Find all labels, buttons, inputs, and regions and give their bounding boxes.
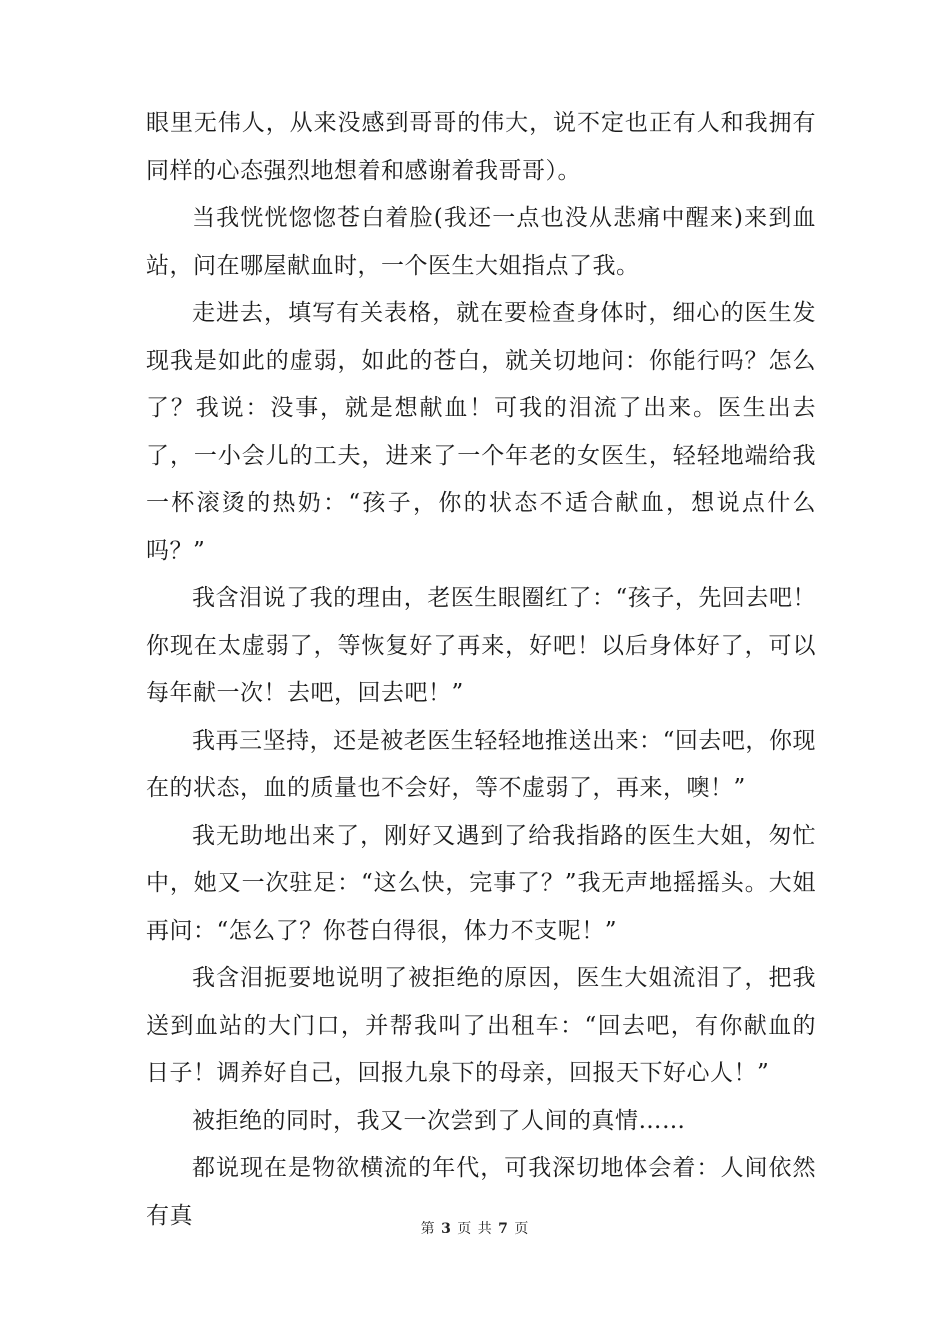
paragraph: 都说现在是物欲横流的年代，可我深切地体会着：人间依然有真 <box>146 1155 816 1229</box>
page-footer <box>0 1218 950 1238</box>
document-body <box>146 100 816 1240</box>
paragraph: 眼里无伟人，从来没感到哥哥的伟大，说不定也正有人和我拥有同样的心态强烈地想着和感谢着我哥哥）。 <box>146 110 816 184</box>
total-pages-number: 7 <box>498 1221 509 1237</box>
footer-suffix: 页 <box>514 1221 530 1237</box>
paragraph: 我含泪扼要地说明了被拒绝的原因，医生大姐流泪了，把我送到血站的大门口，并帮我叫了出租车：“回去吧，有你献血的日子！调养好自己，回报九泉下的母亲，回报天下好心人！” <box>146 965 816 1086</box>
current-page-number: 3 <box>441 1221 452 1237</box>
paragraph: 我再三坚持，还是被老医生轻轻地推送出来：“回去吧，你现在的状态，血的质量也不会好，等不虚弱了，再来，噢！” <box>146 727 816 801</box>
footer-middle: 页 共 <box>457 1221 493 1237</box>
footer-prefix: 第 <box>420 1221 436 1237</box>
paragraph: 我含泪说了我的理由，老医生眼圈红了：“孩子，先回去吧！你现在太虚弱了，等恢复好了再来，好吧！以后身体好了，可以每年献一次！去吧，回去吧！” <box>146 585 816 706</box>
paragraph: 我无助地出来了，刚好又遇到了给我指路的医生大姐，匆忙中，她又一次驻足：“这么快，完事了？”我无声地摇摇头。大姐再问：“怎么了？你苍白得很，体力不支呢！” <box>146 822 816 944</box>
paragraph: 走进去，填写有关表格，就在要检查身体时，细心的医生发现我是如此的虚弱，如此的苍白，就关切地问：你能行吗？怎么了？我说：没事，就是想献血！可我的泪流了出来。医生出去了，一小会儿的工夫，进来了一个年老的女医生，轻轻地端给我一杯滚烫的热奶：“孩子，你的状态不适合献血，想说点什么吗？” <box>146 300 816 564</box>
paragraph: 当我恍恍惚惚苍白着脸(我还一点也没从悲痛中醒来)来到血站，问在哪屋献血时，一个医生大姐指点了我。 <box>146 205 816 279</box>
paragraph: 被拒绝的同时，我又一次尝到了人间的真情…… <box>192 1107 686 1134</box>
